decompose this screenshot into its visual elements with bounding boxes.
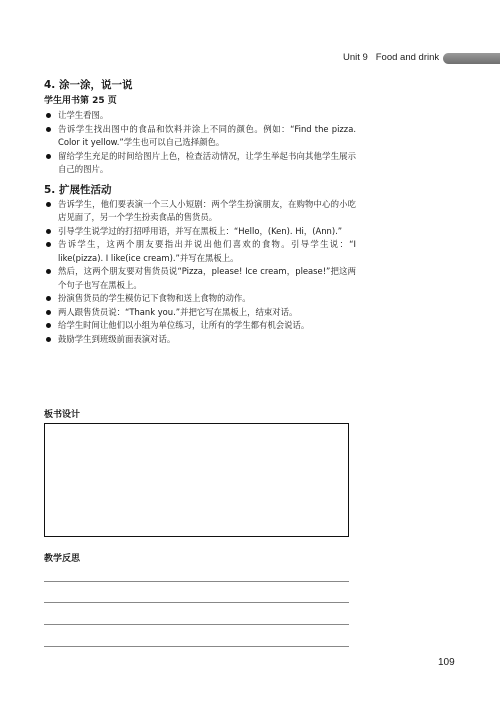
board-design-box	[44, 423, 349, 537]
main-content	[44, 77, 356, 346]
reflection-line	[44, 602, 349, 603]
teaching-reflection-label: 教学反思	[44, 554, 81, 564]
unit-heading	[343, 52, 439, 63]
section-4-title: 4. 涂一涂，说一说	[44, 79, 133, 91]
list-item: 留给学生充足的时间给图片上色，检查活动情况，让学生举起书向其他学生展示自己的图片。	[44, 150, 356, 177]
list-item: 然后，这两个朋友要对售货员说“Pizza，please! Ice cream，please!”把这两个句子也写在黑板上。	[44, 265, 356, 292]
page-header	[0, 50, 500, 68]
list-item: 告诉学生，这两个朋友要指出并说出他们喜欢的食物。引导学生说：“I like(pizza). I like(ice cream).”并写在黑板上。	[44, 238, 356, 265]
unit-title: Food and drink	[375, 52, 440, 63]
header-tab-decoration	[443, 53, 500, 64]
list-item: 给学生时间让他们以小组为单位练习，让所有的学生都有机会说话。	[44, 319, 356, 333]
list-item: 扮演售货员的学生模仿记下食物和送上食物的动作。	[44, 292, 356, 306]
section-4-subtitle: 学生用书第 25 页	[44, 96, 117, 106]
list-item: 告诉学生找出图中的食品和饮料并涂上不同的颜色。例如：“Find the pizza. Color it yellow.”学生也可以自己选择颜色。	[44, 123, 356, 150]
list-item: 两人跟售货员说：“Thank you.”并把它写在黑板上，结束对话。	[44, 306, 356, 320]
section-5-title: 5. 扩展性活动	[44, 183, 112, 196]
unit-label: Unit 9	[343, 52, 368, 63]
list-item: 鼓励学生到班级前面表演对话。	[44, 333, 356, 347]
reflection-line	[44, 581, 349, 582]
reflection-line	[44, 624, 349, 625]
reflection-line	[44, 646, 349, 647]
list-item: 引导学生说学过的打招呼用语，并写在黑板上：“Hello，(Ken). Hi，(Ann).”	[44, 225, 356, 239]
section-4-list	[44, 109, 356, 177]
board-design-label: 板书设计	[44, 410, 81, 420]
section-5-list	[44, 198, 356, 347]
list-item: 让学生看图。	[44, 109, 356, 123]
page-number: 109	[438, 657, 455, 668]
list-item: 告诉学生，他们要表演一个三人小短剧：两个学生扮演朋友，在购物中心的小吃店见面了，另一个学生扮卖食品的售货员。	[44, 198, 356, 225]
